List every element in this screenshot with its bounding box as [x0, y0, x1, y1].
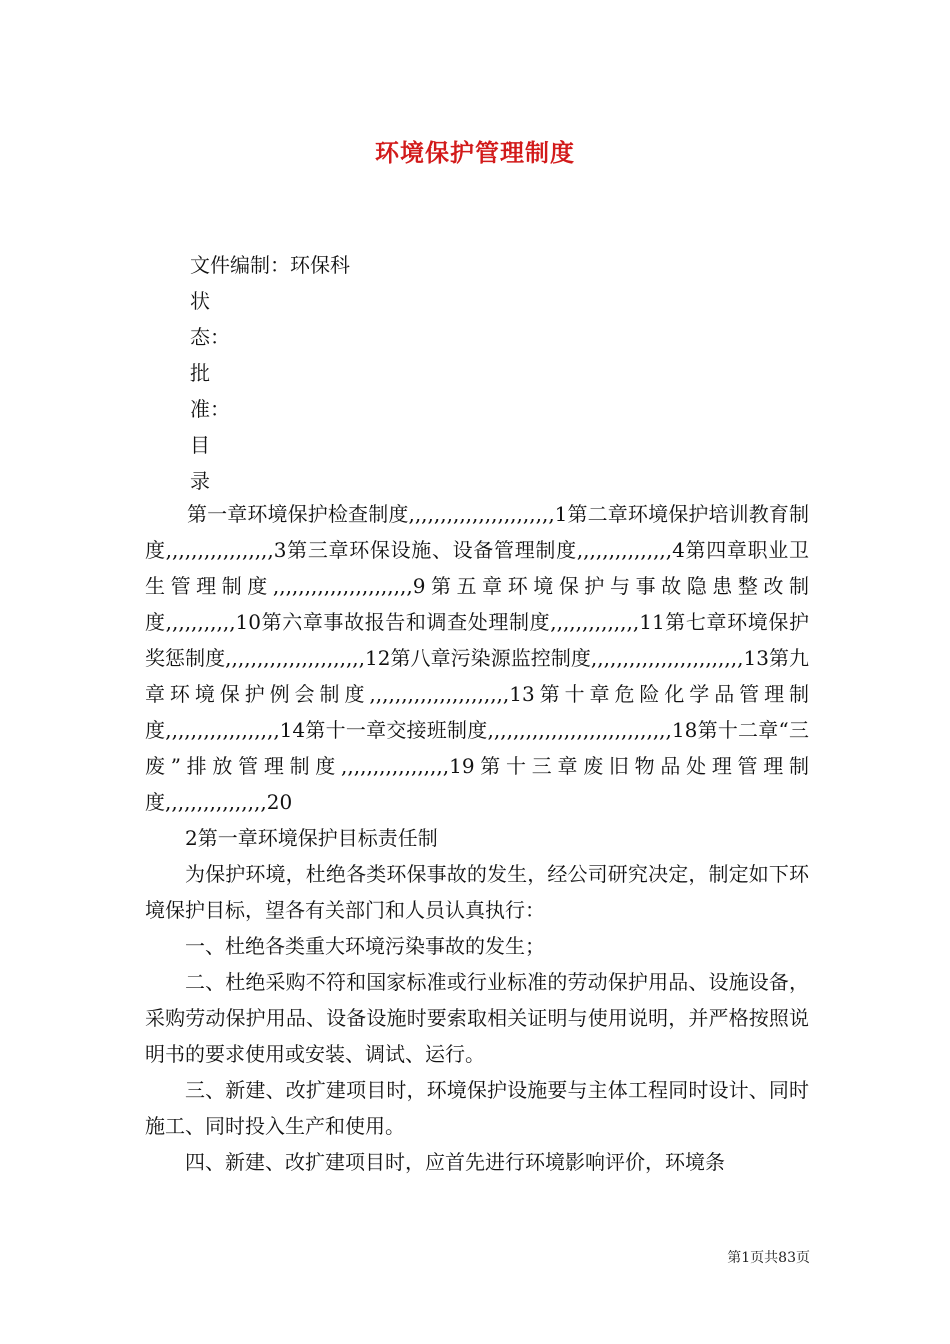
paragraph: 二、杜绝采购不符和国家标准或行业标准的劳动保护用品、设施设备，采购劳动保护用品、设备设施时要索取相关证明与使用说明，并严格按照说明书的要求使用或安装、调试、运行。 [145, 970, 809, 1066]
paragraph: 三、新建、改扩建项目时，环境保护设施要与主体工程同时设计、同时施工、同时投入生产和使用。 [145, 1078, 809, 1138]
approve-label-2: 准： [190, 397, 230, 421]
paragraph: 为保护环境，杜绝各类环保事故的发生，经公司研究决定，制定如下环境保护目标，望各有关部门和人员认真执行： [145, 862, 809, 922]
toc-heading-1: 目 [190, 433, 210, 457]
table-of-contents: 第一章环境保护检查制度,,,,,,,,,,,,,,,,,,,,,,,1第二章环境保护培训教育制度,,,,,,,,,,,,,,,,,3第三章环保设施、设备管理制度,,,,,,,,,,,,,,,4第四章职业卫生管理制度,,,,,,,,,,,,,,,,,,,,,,9第五章环境保护与事故隐患整改制度,,,,,,,,,,,10第六章事故报告和调查处理制度,,,,,,,,,,,,,,11第七章环境保护奖惩制度,,,,,,,,,,,,,,,,,,,,,,12第八章污染源监控制度,,,,,,,,,,,,,,,,,,,,,,,,13第九章环境保护例会制度,,,,,,,,,,,,,,,,,,,,,,13第十章危险化学品管理制度,,,,,,,,,,,,,,,,,,14第十一章交接班制度,,,,,,,,,,,,,,,,,,,,,,,,,,,,,18第十二章“三废”排放管理制度,,,,,,,,,,,,,,,,,19第十三章废旧物品处理管理制度,,,,,,,,,,,,,,,,20 [145, 502, 809, 814]
toc-heading-2: 录 [190, 469, 210, 493]
chapter-heading: 2第一章环境保护目标责任制 [185, 826, 438, 850]
compiler-line: 文件编制：环保科 [190, 253, 350, 277]
document-body [145, 496, 809, 1180]
paragraph: 四、新建、改扩建项目时，应首先进行环境影响评价，环境条 [185, 1150, 725, 1174]
paragraph: 一、杜绝各类重大环境污染事故的发生； [185, 934, 545, 958]
approve-label-1: 批 [190, 361, 210, 385]
page-number: 第1页共83页 [727, 1250, 810, 1266]
document-title: 环境保护管理制度 [375, 138, 575, 167]
status-label-1: 状 [190, 289, 210, 313]
status-label-2: 态： [190, 325, 230, 349]
